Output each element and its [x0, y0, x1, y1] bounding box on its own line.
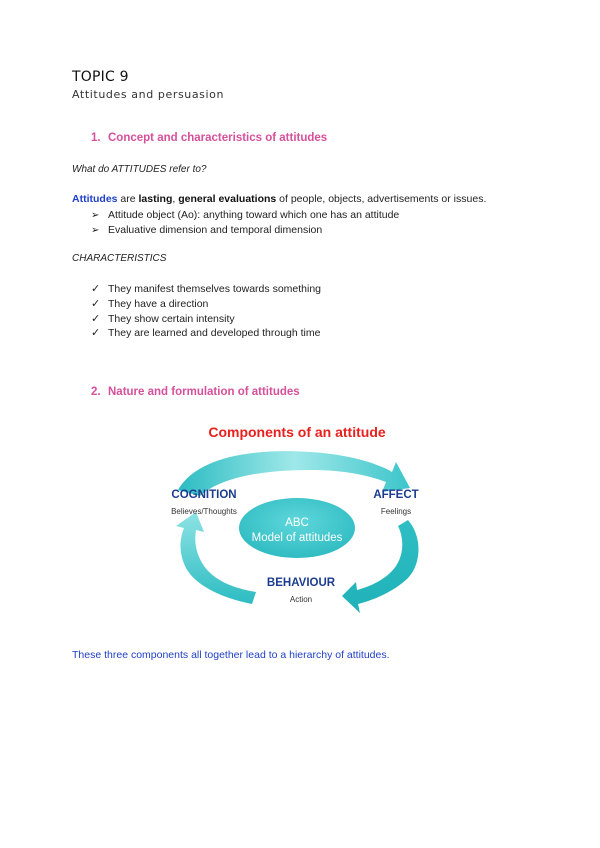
- list-item-text: They show certain intensity: [108, 312, 235, 325]
- definition-text-1: are: [117, 193, 139, 205]
- list-item-text: They are learned and developed through time: [108, 327, 321, 340]
- topic-subtitle: Attitudes and persuasion: [72, 88, 225, 101]
- checkmark-icon: ✓: [91, 283, 101, 295]
- definition-keyword: Attitudes: [72, 193, 118, 205]
- section-1-number: 1.: [91, 132, 101, 144]
- cognition-sublabel: Believes/Thoughts: [171, 507, 237, 516]
- list-item: [91, 312, 321, 327]
- center-label-model: Model of attitudes: [251, 532, 343, 544]
- list-item: [91, 297, 321, 312]
- cognition-label: COGNITION: [171, 489, 237, 501]
- topic-title: TOPIC 9: [72, 69, 129, 85]
- attitudes-question: What do ATTITUDES refer to?: [72, 164, 207, 175]
- list-item-text: Attitude object (Ao): anything toward which one has an attitude: [108, 209, 400, 221]
- attitude-definition: [72, 193, 486, 205]
- section-2-heading: [91, 386, 300, 398]
- characteristics-list: [91, 282, 321, 341]
- section-1-title: Concept and characteristics of attitudes: [108, 132, 328, 144]
- list-item-text: They manifest themselves towards something: [108, 283, 322, 295]
- list-item: [91, 208, 399, 223]
- list-item: [91, 282, 321, 297]
- characteristics-label: CHARACTERISTICS: [72, 253, 167, 264]
- checkmark-icon: ✓: [91, 327, 101, 340]
- list-item: [91, 326, 321, 341]
- list-item: [91, 223, 399, 238]
- affect-sublabel: Feelings: [380, 507, 412, 516]
- diagram-title: Components of an attitude: [208, 424, 386, 440]
- definition-text-2: ,: [172, 193, 179, 205]
- definition-bullet-list: [91, 208, 399, 238]
- abc-model-diagram: [160, 418, 435, 613]
- definition-bold-lasting: lasting: [138, 193, 173, 205]
- list-item-text: They have a direction: [108, 297, 209, 310]
- checkmark-icon: ✓: [91, 312, 101, 325]
- center-label-abc: ABC: [285, 517, 309, 529]
- section-2-title: Nature and formulation of attitudes: [108, 386, 300, 398]
- arrow-bullet-icon: ➢: [91, 225, 100, 236]
- definition-bold-general-evaluations: general evaluations: [178, 193, 277, 205]
- checkmark-icon: ✓: [91, 297, 101, 310]
- affect-label: AFFECT: [373, 489, 419, 501]
- conclusion-text: These three components all together lead to a hierarchy of attitudes.: [72, 649, 390, 661]
- definition-text-3: of people, objects, advertisements or issues.: [276, 193, 487, 205]
- section-2-number: 2.: [91, 386, 101, 398]
- section-1-heading: [91, 132, 327, 144]
- list-item-text: Evaluative dimension and temporal dimension: [108, 224, 323, 236]
- behaviour-sublabel: Action: [289, 595, 313, 604]
- arrow-bullet-icon: ➢: [91, 210, 100, 221]
- behaviour-label: BEHAVIOUR: [266, 577, 336, 589]
